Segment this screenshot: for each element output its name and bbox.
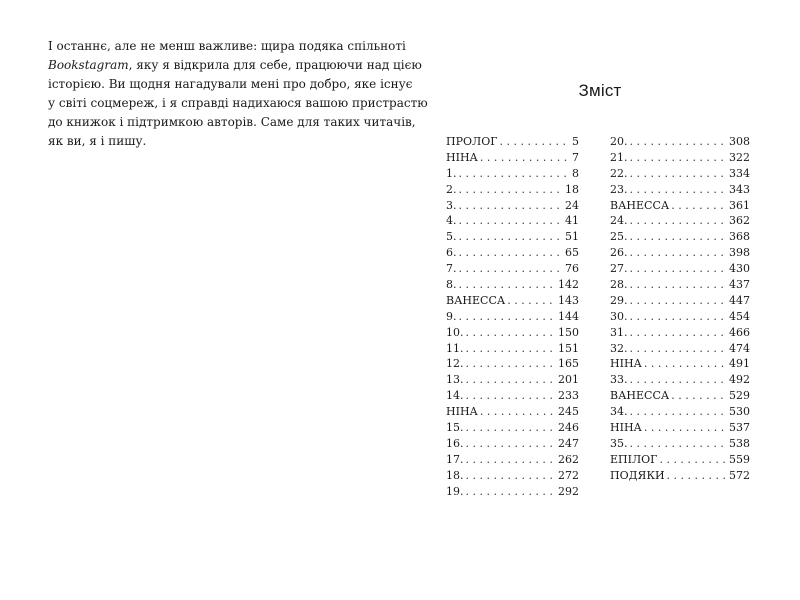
toc-entry-label: НІНА <box>610 421 642 435</box>
toc-entry-page: 537 <box>729 421 750 435</box>
toc-leader-dots <box>630 182 728 198</box>
toc-entry-label: 31. <box>610 325 628 339</box>
toc-entry-label: 11. <box>446 341 464 355</box>
toc-entry[interactable] <box>446 198 579 214</box>
toc-entry[interactable] <box>446 245 579 261</box>
toc-entry-label: 35. <box>610 436 628 450</box>
toc-entry[interactable] <box>610 372 750 388</box>
toc-leader-dots <box>659 452 727 468</box>
toc-entry[interactable] <box>610 404 750 420</box>
toc-leader-dots <box>459 229 564 245</box>
toc-leader-dots <box>459 198 564 214</box>
toc-entry-page: 143 <box>558 293 579 307</box>
toc-entry-page: 233 <box>558 389 579 403</box>
toc-entry-label: 28. <box>610 278 628 292</box>
toc-entry-page: 76 <box>565 262 579 276</box>
toc-entry-label: ВАНЕССА <box>610 198 670 212</box>
toc-entry[interactable] <box>446 182 579 198</box>
toc-entry-page: 150 <box>558 325 579 339</box>
toc-entry-label: 26. <box>610 246 628 260</box>
toc-entry[interactable] <box>610 166 750 182</box>
toc-leader-dots <box>630 134 728 150</box>
toc-leader-dots <box>644 356 727 372</box>
toc-entry-page: 308 <box>729 135 750 148</box>
toc-entry-page: 474 <box>729 341 750 355</box>
toc-entry[interactable] <box>610 468 750 484</box>
toc-entry[interactable] <box>446 293 579 309</box>
toc-entry[interactable] <box>446 452 579 468</box>
toc-entry-page: 246 <box>558 421 579 435</box>
toc-leader-dots <box>630 372 728 388</box>
toc-leader-dots <box>630 229 728 245</box>
toc-entry-page: 334 <box>729 166 750 180</box>
toc-entry-label: 22. <box>610 166 628 180</box>
toc-entry-label: НІНА <box>446 405 478 419</box>
toc-entry-label: 24. <box>610 214 628 228</box>
toc-left-column <box>446 134 579 499</box>
toc-entry-page: 144 <box>558 309 579 323</box>
toc-entry[interactable] <box>610 134 750 150</box>
toc-entry[interactable] <box>446 468 579 484</box>
toc-leader-dots <box>466 341 557 357</box>
toc-entry[interactable] <box>610 261 750 277</box>
toc-entry[interactable] <box>446 213 579 229</box>
toc-leader-dots <box>466 388 557 404</box>
toc-entry-label: 18. <box>446 468 464 482</box>
toc-leader-dots <box>507 293 556 309</box>
toc-leader-dots <box>459 277 557 293</box>
toc-entry[interactable] <box>610 182 750 198</box>
toc-entry[interactable] <box>610 213 750 229</box>
toc-entry-page: 430 <box>729 262 750 276</box>
toc-entry[interactable] <box>610 325 750 341</box>
acknowledgement-paragraph <box>48 37 428 151</box>
toc-leader-dots <box>630 341 728 357</box>
toc-entry-page: 65 <box>565 246 579 260</box>
toc-leader-dots <box>630 150 728 166</box>
toc-entry-page: 5 <box>572 135 579 148</box>
ack-line: Bookstagram, яку я відкрила для себе, працюючи над цією <box>48 58 422 72</box>
toc-entry[interactable] <box>610 341 750 357</box>
toc-leader-dots <box>466 436 557 452</box>
toc-entry-label: 23. <box>610 182 628 196</box>
toc-entry[interactable] <box>446 261 579 277</box>
toc-leader-dots <box>466 468 557 484</box>
toc-entry-label: 32. <box>610 341 628 355</box>
toc-entry-page: 51 <box>565 230 579 244</box>
toc-leader-dots <box>630 404 728 420</box>
toc-leader-dots <box>630 261 728 277</box>
toc-entry-label: 34. <box>610 405 628 419</box>
toc-entry-label: НІНА <box>446 150 478 164</box>
toc-entry-label: 5. <box>446 230 457 244</box>
toc-entry-page: 41 <box>565 214 579 228</box>
toc-entry-label: НІНА <box>610 357 642 371</box>
toc-entry[interactable] <box>446 309 579 325</box>
toc-entry[interactable] <box>610 198 750 214</box>
toc-entry-page: 530 <box>729 405 750 419</box>
toc-entry-label: 12. <box>446 357 464 371</box>
toc-leader-dots <box>480 404 556 420</box>
toc-entry[interactable] <box>446 277 579 293</box>
toc-leader-dots <box>459 309 557 325</box>
toc-entry[interactable] <box>446 372 579 388</box>
bookstagram-text: Bookstagram <box>48 58 129 72</box>
toc-entry[interactable] <box>446 356 579 372</box>
ack-line: до книжок і підтримкою авторів. Саме для таких читачів, <box>48 115 416 129</box>
toc-entry-page: 398 <box>729 246 750 260</box>
toc-leader-dots <box>671 198 727 214</box>
toc-entry[interactable] <box>446 134 579 150</box>
toc-entry-page: 7 <box>572 150 579 164</box>
toc-leader-dots <box>466 420 557 436</box>
toc-entry-label: 29. <box>610 293 628 307</box>
toc-entry-label: 6. <box>446 246 457 260</box>
toc-leader-dots <box>459 182 564 198</box>
toc-entry-page: 454 <box>729 309 750 323</box>
toc-leader-dots <box>630 213 728 229</box>
toc-leader-dots <box>459 261 564 277</box>
toc-entry[interactable] <box>446 420 579 436</box>
toc-entry[interactable] <box>446 484 579 500</box>
toc-entry-label: 16. <box>446 436 464 450</box>
toc-entry-label: 1. <box>446 166 457 180</box>
toc-entry-page: 572 <box>729 468 750 482</box>
toc-leader-dots <box>667 468 727 484</box>
toc-entry-page: 201 <box>558 373 579 387</box>
toc-leader-dots <box>630 325 728 341</box>
toc-leader-dots <box>644 420 727 436</box>
toc-entry[interactable] <box>446 436 579 452</box>
toc-entry[interactable] <box>610 388 750 404</box>
toc-entry-page: 361 <box>729 198 750 212</box>
toc-leader-dots <box>480 150 570 166</box>
toc-leader-dots <box>466 372 557 388</box>
toc-leader-dots <box>459 245 564 261</box>
toc-entry[interactable] <box>610 245 750 261</box>
toc-entry-page: 491 <box>729 357 750 371</box>
toc-leader-dots <box>630 245 728 261</box>
toc-entry-page: 322 <box>729 150 750 164</box>
toc-leader-dots <box>630 293 728 309</box>
toc-entry-page: 165 <box>558 357 579 371</box>
toc-leader-dots <box>459 213 564 229</box>
toc-entry-label: 7. <box>446 262 457 276</box>
toc-entry-page: 492 <box>729 373 750 387</box>
toc-entry-label: 8. <box>446 278 457 292</box>
toc-entry-page: 24 <box>565 198 579 212</box>
toc-entry-label: 13. <box>446 373 464 387</box>
toc-entry[interactable] <box>610 436 750 452</box>
toc-entry-label: 33. <box>610 373 628 387</box>
toc-entry[interactable] <box>610 229 750 245</box>
toc-entry-page: 362 <box>729 214 750 228</box>
toc-entry-page: 559 <box>729 452 750 466</box>
right-page <box>400 0 800 600</box>
toc-entry-label: 3. <box>446 198 457 212</box>
toc-entry-label: 25. <box>610 230 628 244</box>
toc-entry[interactable] <box>610 420 750 436</box>
toc-entry-page: 343 <box>729 182 750 196</box>
toc-entry-page: 142 <box>558 278 579 292</box>
toc-entry-label: 10. <box>446 325 464 339</box>
toc-entry-page: 272 <box>558 468 579 482</box>
toc-entry-label: ВАНЕССА <box>446 293 506 307</box>
toc-entry[interactable] <box>610 309 750 325</box>
toc-entry-label: 9. <box>446 309 457 323</box>
toc-entry[interactable] <box>610 356 750 372</box>
toc-leader-dots <box>466 452 557 468</box>
toc-entry[interactable] <box>610 150 750 166</box>
toc-entry[interactable] <box>610 293 750 309</box>
toc-entry-label: 30. <box>610 309 628 323</box>
toc-entry-page: 292 <box>558 484 579 498</box>
toc-leader-dots <box>630 309 728 325</box>
toc-entry-page: 8 <box>572 166 579 180</box>
ack-line: як ви, я і пишу. <box>48 134 147 148</box>
toc-leader-dots <box>630 436 728 452</box>
toc-entry[interactable] <box>446 404 579 420</box>
toc-entry-page: 247 <box>558 436 579 450</box>
toc-entry-label: 21. <box>610 150 628 164</box>
toc-entry-page: 529 <box>729 389 750 403</box>
toc-entry-page: 368 <box>729 230 750 244</box>
toc-entry-page: 447 <box>729 293 750 307</box>
toc-leader-dots <box>671 388 727 404</box>
toc-entry-page: 466 <box>729 325 750 339</box>
toc-entry-label: 19. <box>446 484 464 498</box>
toc-leader-dots <box>630 166 728 182</box>
toc-entry-page: 262 <box>558 452 579 466</box>
toc-entry-label: 17. <box>446 452 464 466</box>
toc-entry-page: 18 <box>565 182 579 196</box>
toc-entry-label: 27. <box>610 262 628 276</box>
toc-entry-label: 14. <box>446 389 464 403</box>
toc-entry[interactable] <box>446 166 579 182</box>
toc-entry-page: 151 <box>558 341 579 355</box>
toc-entry[interactable] <box>446 341 579 357</box>
ack-line: історією. Ви щодня нагадували мені про добро, яке існує <box>48 77 413 91</box>
toc-entry-label: ВАНЕССА <box>610 389 670 403</box>
toc-entry-label: 15. <box>446 421 464 435</box>
toc-leader-dots <box>630 277 728 293</box>
toc-entry-label: ЕПІЛОГ <box>610 452 658 466</box>
toc-entry-label: 2. <box>446 182 457 196</box>
ack-line: І останнє, але не менш важливе: щира подяка спільноті <box>48 39 406 53</box>
toc-leader-dots <box>466 325 557 341</box>
toc-entry-label: 20. <box>610 135 628 148</box>
toc-entry-page: 245 <box>558 405 579 419</box>
toc-entry-page: 538 <box>729 436 750 450</box>
toc-entry-label: 4. <box>446 214 457 228</box>
toc-entry[interactable] <box>446 325 579 341</box>
toc-right-column <box>610 134 750 484</box>
toc-entry-label: ПРОЛОГ <box>446 135 498 148</box>
toc-entry[interactable] <box>446 150 579 166</box>
toc-entry-label: ПОДЯКИ <box>610 468 665 482</box>
toc-entry[interactable] <box>446 229 579 245</box>
toc-title: Зміст <box>578 81 622 100</box>
toc-leader-dots <box>466 484 557 500</box>
toc-entry[interactable] <box>610 277 750 293</box>
toc-leader-dots <box>466 356 557 372</box>
toc-entry[interactable] <box>446 388 579 404</box>
ack-line: у світі соцмереж, і я справді надихаюся вашою пристрастю <box>48 96 428 110</box>
toc-leader-dots <box>500 134 571 150</box>
toc-entry[interactable] <box>610 452 750 468</box>
toc-leader-dots <box>459 166 571 182</box>
toc-entry-page: 437 <box>729 278 750 292</box>
